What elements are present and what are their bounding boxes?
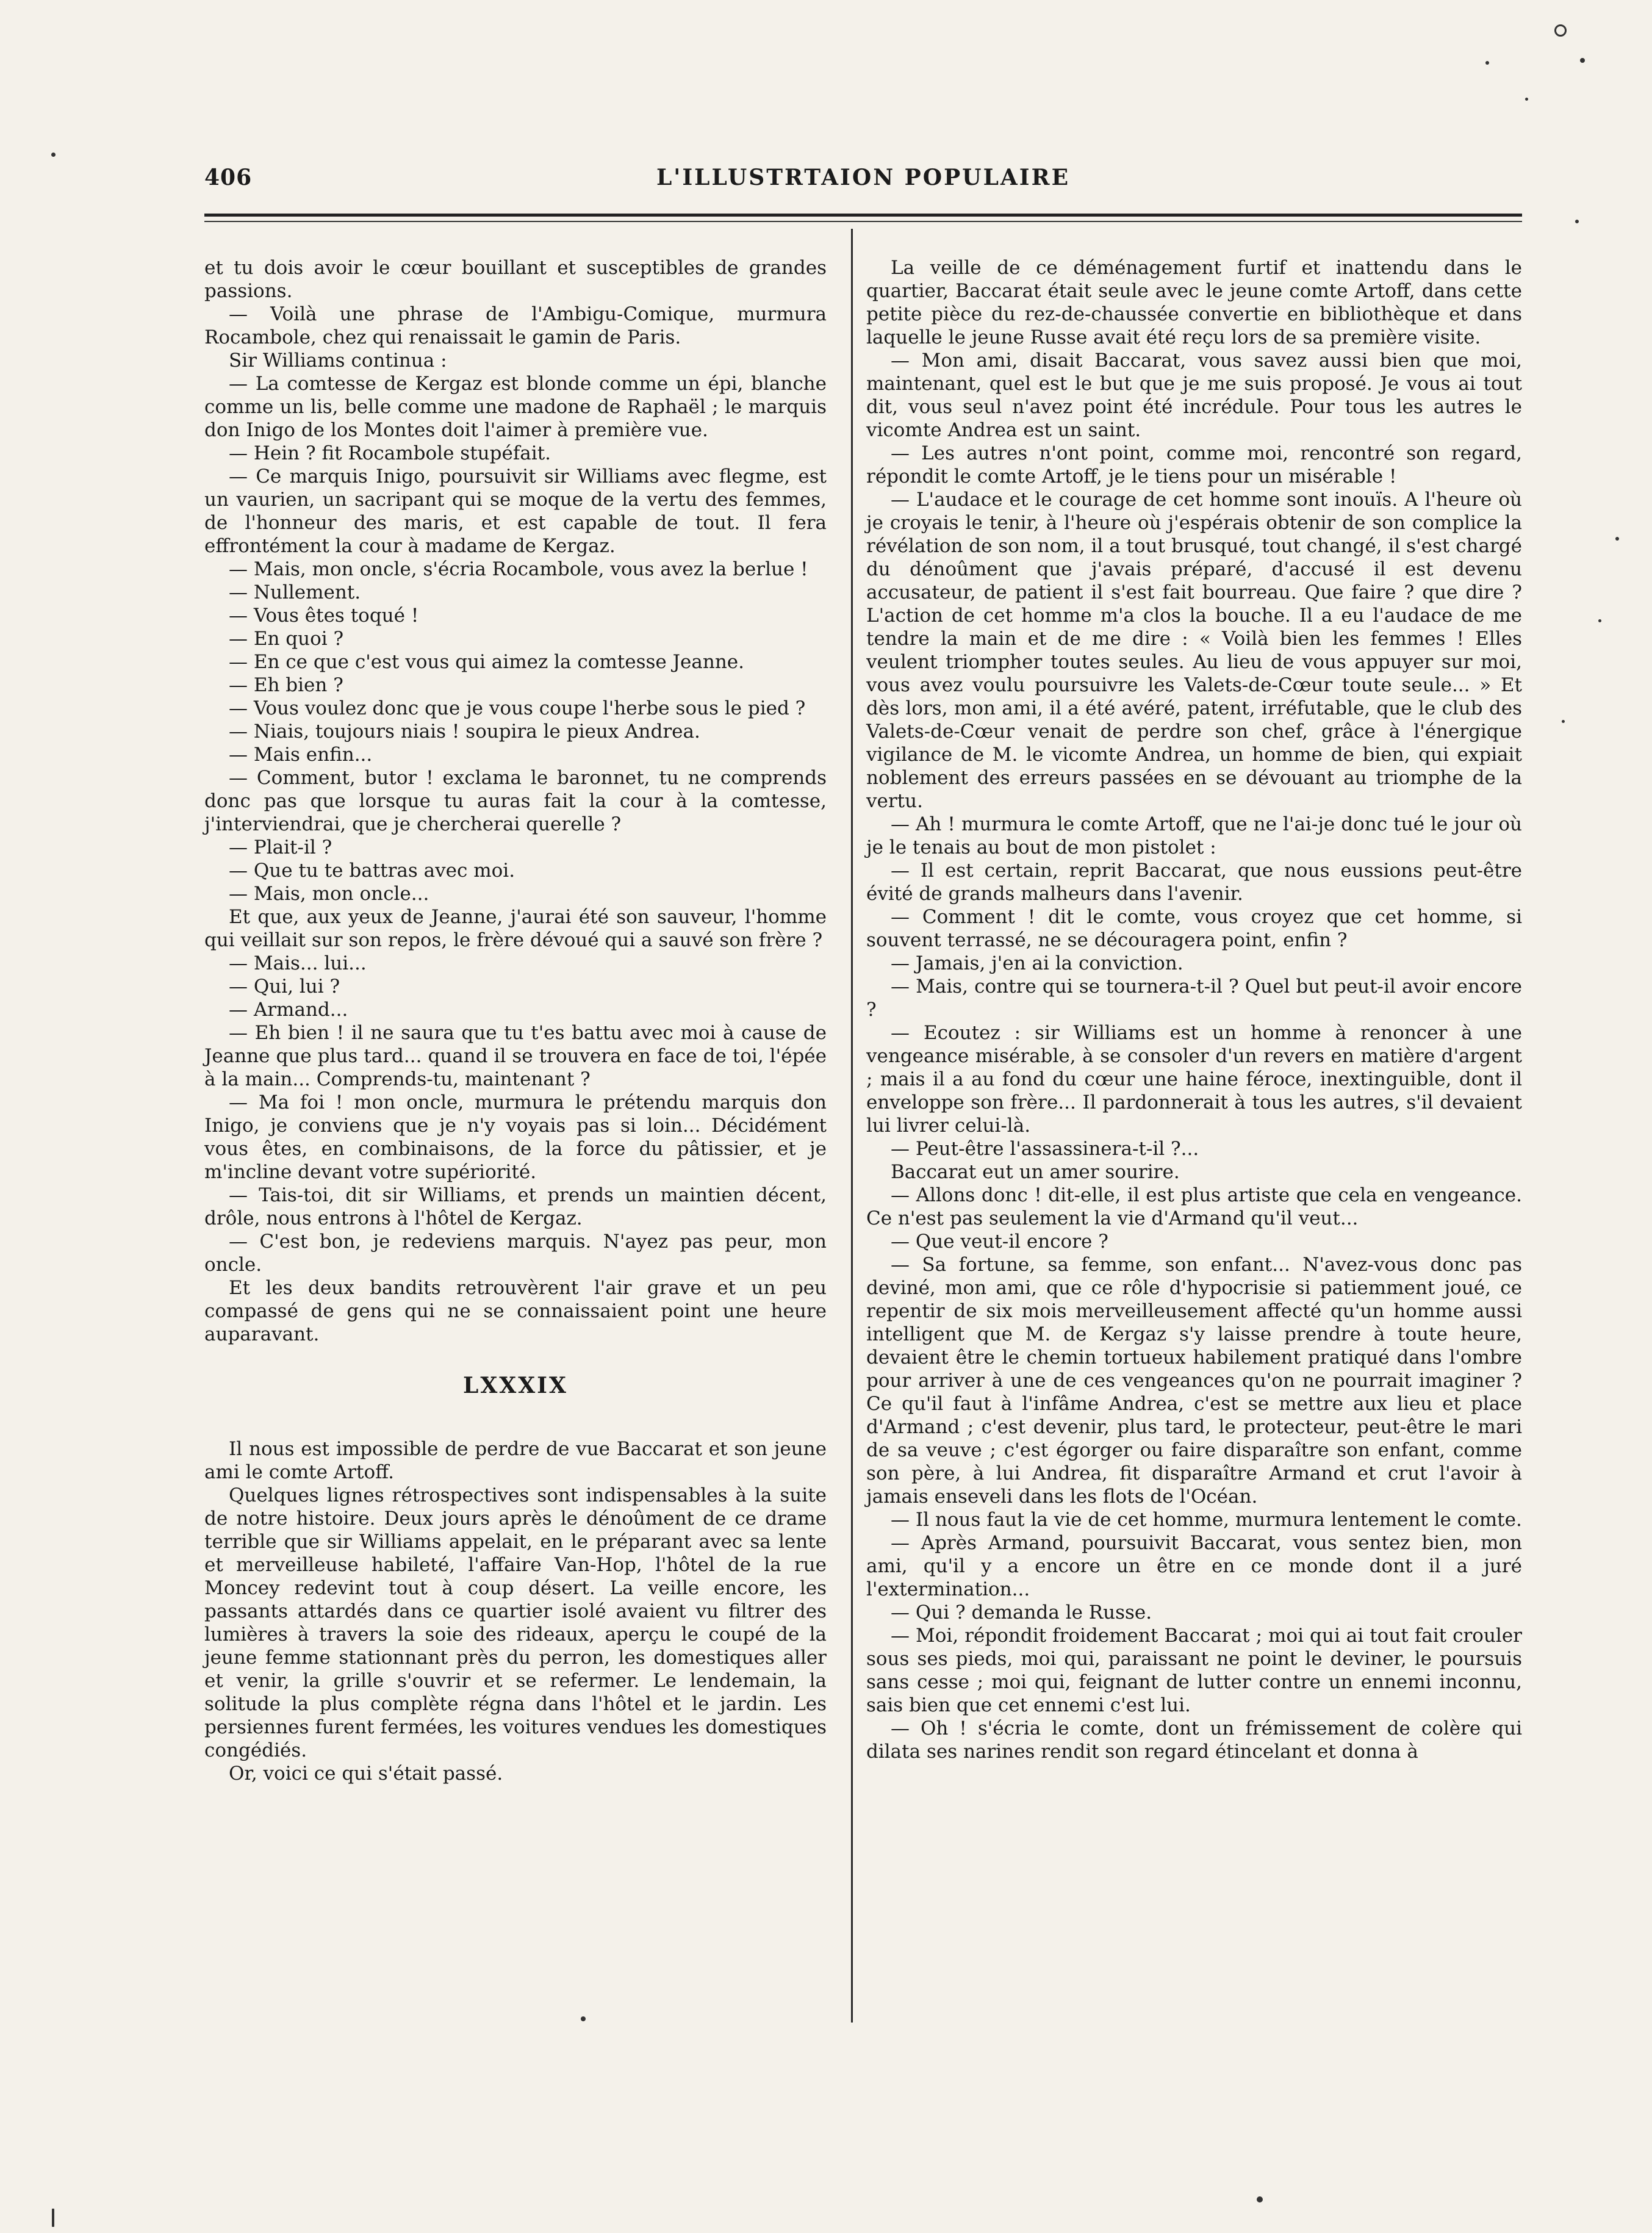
right-column [866,256,1522,1763]
header-rule-thick [204,214,1522,217]
scan-speck [1554,24,1567,37]
scan-speck [1257,2196,1263,2202]
paragraph: Et les deux bandits retrouvèrent l'air grave et un peu compassé de gens qui ne se connaissaient point une heure auparavant. [204,1277,827,1345]
paragraph: — Niais, toujours niais ! soupira le pieux Andrea. [229,721,700,743]
paragraph: — C'est bon, je redeviens marquis. N'ayez pas peur, mon oncle. [204,1231,827,1276]
paragraph: — Il est certain, reprit Baccarat, que nous eussions peut-être évité de grands malheurs dans l'avenir. [866,860,1522,905]
paragraph: — Mais, mon oncle... [229,883,429,905]
scan-speck [1562,720,1565,723]
paragraph: — Mais... lui... [229,952,367,974]
page-header [204,165,1522,201]
paragraph: — Peut-être l'assassinera-t-il ?... [891,1138,1199,1160]
left-text-after-chapter [204,1437,827,1785]
paragraph: La veille de ce déménagement furtif et inattendu dans le quartier, Baccarat était seule avec le jeune comte Artoff, dans cette petite pièce du rez-de-chaussée convertie en bibliothèque et dans laquelle le jeune Russe avait été reçu lors de sa première visite. [866,257,1522,348]
paragraph: — Sa fortune, sa femme, son enfant... N'avez-vous donc pas deviné, mon ami, que ce rôle d'hypocrisie si patiemment joué, ce repentir de six mois merveilleusement affecté qu'un homme aussi intelligent que M. de Kergaz s'y laisse prendre à toute heure, devaient être le chemin tortueux habilement pratiqué dans l'ombre pour arriver à une de ces vengeances qu'on ne pourrait imaginer ? Ce qu'il faut à l'infâme Andrea, c'est se mettre aux lieu et place d'Armand ; c'est devenir, plus tard, le protecteur, peut-être le mari de sa veuve ; c'est égorger ou faire disparaître son enfant, comme son père, à lui Andrea, fit disparaître Armand et crut l'avoir à jamais enseveli dans les flots de l'Océan. [866,1254,1522,1508]
paragraph: — Ce marquis Inigo, poursuivit sir Williams avec flegme, est un vaurien, un sacripant qui se moque de la vertu des femmes, de l'honneur des maris, et est capable de tout. Il fera effrontément la cour à madame de Kergaz. [204,466,827,557]
running-title: L'ILLUSTRTAION POPULAIRE [656,165,1071,190]
paragraph: Or, voici ce qui s'était passé. [229,1763,503,1785]
paragraph: — Vous êtes toqué ! [229,605,419,627]
paragraph: — Armand... [229,999,348,1021]
chapter-heading: LXXXIX [463,1373,568,1398]
scan-speck [1580,58,1585,63]
paragraph: — Que veut-il encore ? [891,1231,1108,1253]
right-text [866,256,1522,1763]
paragraph: — Eh bien ? [229,674,343,696]
paragraph: — Il nous faut la vie de cet homme, murmura lentement le comte. [891,1509,1522,1531]
paragraph: — Après Armand, poursuivit Baccarat, vous sentez bien, mon ami, qu'il y a encore un être en ce monde dont il a juré l'extermination... [866,1532,1522,1600]
paragraph: — Comment, butor ! exclama le baronnet, tu ne comprends donc pas que lorsque tu auras fait la cour à la comtesse, j'interviendrai, que je chercherai querelle ? [204,767,827,835]
paragraph: Sir Williams continua : [229,350,447,372]
left-text-before-chapter [204,256,827,1346]
paragraph: — Allons donc ! dit-elle, il est plus artiste que cela en vengeance. Ce n'est pas seulement la vie d'Armand qu'il veut... [866,1184,1522,1229]
paragraph: — Que tu te battras avec moi. [229,860,515,882]
paragraph: — Mon ami, disait Baccarat, vous savez aussi bien que moi, maintenant, quel est le but que je me suis proposé. Je vous ai tout dit, vous seul n'avez point été incrédule. Pour tous les autres le vicomte Andrea est un saint. [866,350,1522,441]
scan-speck [51,153,56,157]
paragraph: — Eh bien ! il ne saura que tu t'es battu avec moi à cause de Jeanne que plus tard... quand il se trouvera en face de toi, l'épée à la main... Comprends-tu, maintenant ? [204,1022,827,1090]
paragraph: — Mais, contre qui se tournera-t-il ? Quel but peut-il avoir encore ? [866,976,1522,1021]
left-column [204,256,827,1785]
column-divider [851,229,853,2023]
paragraph: — Ma foi ! mon oncle, murmura le prétendu marquis don Inigo, je conviens que je n'y voyais pas si loin... Décidément vous êtes, en combinaisons, de la force du pâtissier, et je m'incline devant votre supériorité. [204,1091,827,1183]
paragraph: — Mais, mon oncle, s'écria Rocambole, vous avez la berlue ! [229,558,808,580]
paragraph: — Qui, lui ? [229,976,340,998]
scan-speck [1615,537,1619,541]
paragraph: — Qui ? demanda le Russe. [891,1602,1152,1624]
paragraph: — Plait-il ? [229,836,332,858]
scan-speck [52,2209,54,2227]
paragraph: — Jamais, j'en ai la conviction. [891,952,1183,974]
paragraph: — Voilà une phrase de l'Ambigu-Comique, murmura Rocambole, chez qui renaissait le gamin de Paris. [204,303,827,348]
paragraph: et tu dois avoir le cœur bouillant et susceptibles de grandes passions. [204,257,827,302]
scan-speck [1598,619,1601,622]
scan-speck [1485,61,1489,65]
paragraph: — L'audace et le courage de cet homme sont inouïs. A l'heure où je croyais le tenir, à l'heure où j'espérais obtenir de son complice la révélation de son nom, il a tout brusqué, tout changé, il s'est chargé du dénoûment que j'avais préparé, d'accusé il est devenu accusateur, de patient il s'est fait bourreau. Que faire ? que dire ? L'action de cet homme m'a clos la bouche. Il a eu l'audace de me tendre la main et de me dire : « Voilà bien les femmes ! Elles veulent triompher toutes seules. Au lieu de vous appuyer sur moi, vous avez voulu poursuivre les Valets-de-Cœur toute seule... » Et dès lors, mon ami, il a été avéré, patent, irréfutable, que le club des Valets-de-Cœur venait de perdre son chef, grâce à l'énergique vigilance de M. le vicomte Andrea, un homme de bien, qui expiait noblement des erreurs passées en se dévouant au triomphe de la vertu. [866,489,1522,812]
paragraph: — Moi, répondit froidement Baccarat ; moi qui ai tout fait crouler sous ses pieds, moi qui, paraissant ne point le deviner, le poursuis sans cesse ; moi qui, feignant de lutter contre un ennemi inconnu, sais bien que cet ennemi c'est lui. [866,1625,1522,1716]
paragraph: Quelques lignes rétrospectives sont indispensables à la suite de notre histoire. Deux jours après le dénoûment de ce drame terrible que sir Williams appelait, en le préparant avec sa lente et merveilleuse habileté, l'affaire Van-Hop, l'hôtel de la rue Moncey redevint tout à coup désert. La veille encore, les passants attardés dans ce quartier isolé avaient vu filtrer des lumières à travers la soie des rideaux, aperçu le coupé de la jeune femme stationnant près du perron, les domestiques aller et venir, la grille s'ouvrir et se refermer. Le lendemain, la solitude la plus complète régna dans l'hôtel et le jardin. Les persiennes furent fermées, les voitures vendues les domestiques congédiés. [204,1484,827,1761]
paragraph: — Les autres n'ont point, comme moi, rencontré son regard, répondit le comte Artoff, je le tiens pour un misérable ! [866,442,1522,487]
paragraph: — Vous voulez donc que je vous coupe l'herbe sous le pied ? [229,697,806,719]
paragraph: — En ce que c'est vous qui aimez la comtesse Jeanne. [229,651,745,673]
paragraph: — En quoi ? [229,628,344,650]
paragraph: Baccarat eut un amer sourire. [891,1161,1180,1183]
paragraph: — Ecoutez : sir Williams est un homme à renoncer à une vengeance misérable, à se consoler d'un revers en matière d'argent ; mais il a au fond du cœur une haine féroce, inextinguible, dont il enveloppe son frère... Il pardonnerait à tous les autres, s'il devaient lui livrer celui-là. [866,1022,1522,1137]
paragraph: — Oh ! s'écria le comte, dont un frémissement de colère qui dilata ses narines rendit son regard étincelant et donna à [866,1717,1522,1763]
paragraph: Et que, aux yeux de Jeanne, j'aurai été son sauveur, l'homme qui veillait sur son repos, le frère dévoué qui a sauvé son frère ? [204,906,827,951]
header-rule-thin [204,221,1522,222]
scan-speck [1575,220,1579,223]
page-number: 406 [204,165,253,190]
paragraph: — Mais enfin... [229,744,373,766]
paragraph: — Hein ? fit Rocambole stupéfait. [229,442,551,464]
paragraph: — La comtesse de Kergaz est blonde comme un épi, blanche comme un lis, belle comme une madone de Raphaël ; le marquis don Inigo de los Montes doit l'aimer à première vue. [204,373,827,441]
paragraph: — Comment ! dit le comte, vous croyez que cet homme, si souvent terrassé, ne se découragera point, enfin ? [866,906,1522,951]
paragraph: — Tais-toi, dit sir Williams, et prends un maintien décent, drôle, nous entrons à l'hôtel de Kergaz. [204,1184,827,1229]
paragraph: — Nullement. [229,581,361,603]
paragraph: Il nous est impossible de perdre de vue Baccarat et son jeune ami le comte Artoff. [204,1438,827,1483]
scan-speck [1525,98,1528,101]
paragraph: — Ah ! murmura le comte Artoff, que ne l'ai-je donc tué le jour où je le tenais au bout de mon pistolet : [866,813,1522,858]
scan-speck [581,2016,586,2021]
